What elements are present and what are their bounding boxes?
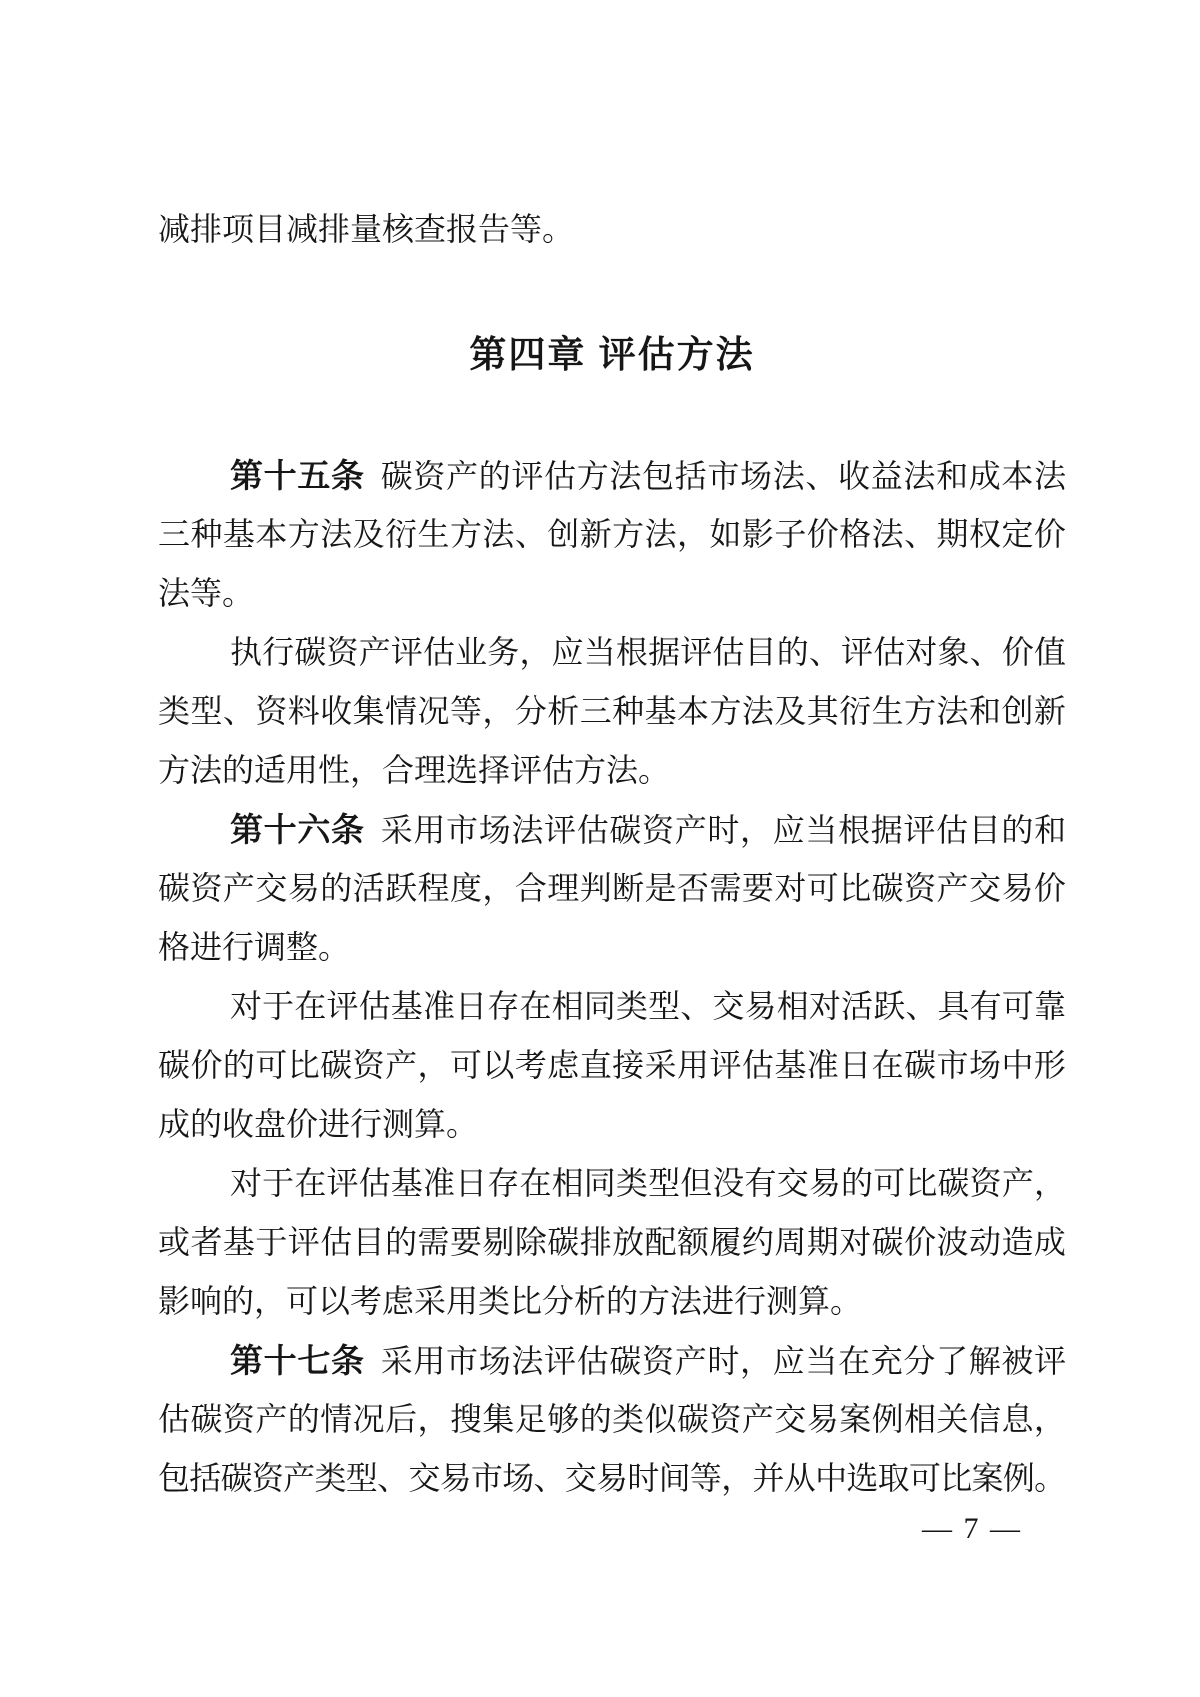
page-footer (158, 1506, 1066, 1552)
active-trading-line-3: 成的收盘价进行测算。 (158, 1106, 479, 1142)
article-16-text-1: 采用市场法评估碳资产时，应当根据评估目的和 (380, 812, 1067, 848)
article-16-line-1 (158, 800, 1066, 859)
no-trading-line-2: 或者基于评估目的需要剔除碳排放配额履约周期对碳价波动造成 (158, 1224, 1067, 1260)
active-trading-line-2: 碳价的可比碳资产，可以考虑直接采用评估基准日在碳市场中形 (158, 1047, 1067, 1083)
article-17-line-3: 包括碳资产类型、交易市场、交易时间等，并从中选取可比案例。 (158, 1460, 1066, 1496)
no-trading-line-3: 影响的，可以考虑采用类比分析的方法进行测算。 (158, 1283, 863, 1319)
active-trading-line-1: 对于在评估基准日存在相同类型、交易相对活跃、具有可靠 (230, 988, 1067, 1024)
article-16-line-2: 碳资产交易的活跃程度，合理判断是否需要对可比碳资产交易价 (158, 870, 1067, 906)
chapter-heading: 第四章 评估方法 (469, 334, 755, 375)
method-selection-line-3: 方法的适用性，合理选择评估方法。 (158, 752, 671, 788)
article-17-text-1: 采用市场法评估碳资产时，应当在充分了解被评 (380, 1343, 1067, 1379)
article-15-line-3: 法等。 (158, 575, 255, 611)
document-body (158, 200, 1066, 1508)
article-16-number: 第十六条 (230, 811, 365, 848)
no-trading-line-1: 对于在评估基准日存在相同类型但没有交易的可比碳资产， (230, 1165, 1067, 1201)
continuation-line: 减排项目减排量核查报告等。 (158, 211, 575, 247)
method-selection-line-1: 执行碳资产评估业务，应当根据评估目的、评估对象、价值 (230, 634, 1067, 670)
method-selection-line-2: 类型、资料收集情况等，分析三种基本方法及其衍生方法和创新 (158, 693, 1067, 729)
article-17-number: 第十七条 (230, 1342, 365, 1379)
page-number: — 7 — (922, 1512, 1022, 1545)
article-16-line-3: 格进行调整。 (158, 929, 351, 965)
article-15-text-1: 碳资产的评估方法包括市场法、收益法和成本法 (380, 458, 1067, 494)
article-17-line-1 (158, 1331, 1066, 1390)
article-15-line-2: 三种基本方法及衍生方法、创新方法，如影子价格法、期权定价 (158, 516, 1067, 552)
article-15-line-1 (158, 446, 1066, 505)
article-15-number: 第十五条 (230, 457, 365, 494)
article-17-line-2: 估碳资产的情况后，搜集足够的类似碳资产交易案例相关信息， (158, 1401, 1067, 1437)
